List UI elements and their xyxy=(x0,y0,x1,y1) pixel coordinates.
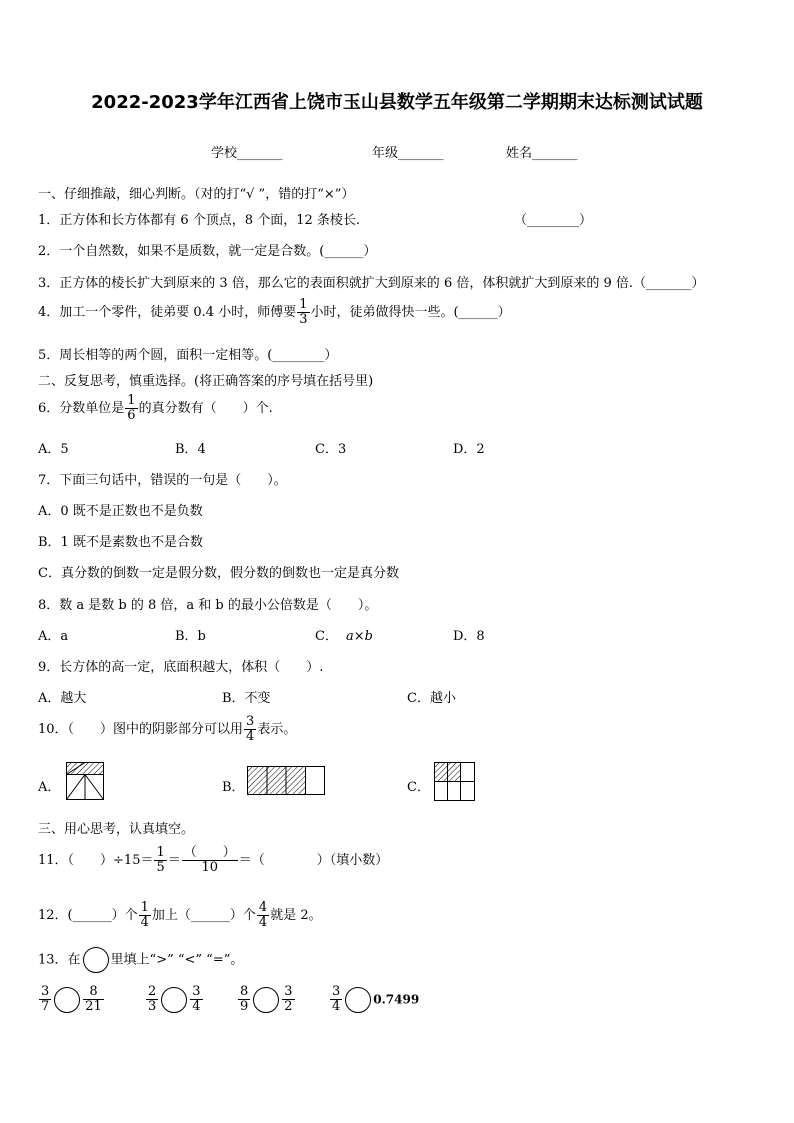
question-13: 13．在 里填上“>” “<” “=”。 xyxy=(38,947,243,973)
question-4 xyxy=(38,298,511,327)
school-field: 学校_______ xyxy=(211,146,283,161)
fraction: $\frac{1}{6}$ xyxy=(127,393,136,423)
question-4-text-b: 小时，徒弟做得快一些。(______） xyxy=(310,305,511,320)
question-6 xyxy=(38,394,273,423)
q7-option-b: B．1 既不是素数也不是合数 xyxy=(38,535,203,550)
q8-option-c: C． a×b xyxy=(315,629,373,644)
fraction: $\frac{4}{4}$ xyxy=(258,900,268,930)
fraction: $\frac{8}{9}$ xyxy=(240,984,249,1014)
question-2: 2．一个自然数，如果不是质数，就一定是合数。(______） xyxy=(38,244,377,259)
fraction: $\frac{1}{3}$ xyxy=(299,297,308,327)
q7-option-c: C．真分数的倒数一定是假分数，假分数的倒数也一定是真分数 xyxy=(38,566,399,581)
q6-option-d: D．2 xyxy=(453,442,485,457)
comparison-item-4: $\frac{3}{4}$ 0.7499 xyxy=(332,984,420,1014)
fraction: $\frac{3}{4}$ xyxy=(246,714,255,744)
question-1: 1．正方体和长方体都有 6 个顶点，8 个面，12 条棱长. xyxy=(38,213,361,228)
section-1-heading: 一、仔细推敲，细心判断。（对的打“√ ”，错的打“×”） xyxy=(38,187,355,202)
comparison-circle[interactable] xyxy=(345,987,371,1013)
q10-option-c: C． xyxy=(407,780,430,795)
fraction: $\frac{8}{21}$ xyxy=(85,984,102,1014)
question-12: 12．(______）个 $\frac{1}{4}$ 加上（______）个 $\frac{4}{4}$ 就是 2。 xyxy=(38,900,322,930)
figure-c-grid xyxy=(434,762,476,802)
question-3: 3．正方体的棱长扩大到原来的 3 倍，那么它的表面积就扩大到原来的 6 倍，体积就扩大到原来的 9 倍.（_______） xyxy=(38,276,705,291)
q9-option-a: A．越大 xyxy=(38,691,87,706)
question-10-text-a: 10．（ ）图中的阴影部分可以用 xyxy=(38,722,244,737)
q7-option-a: A．0 既不是正数也不是负数 xyxy=(38,504,203,519)
q8-option-a: A．a xyxy=(38,629,69,644)
question-8: 8．数 a 是数 b 的 8 倍，a 和 b 的最小公倍数是（ ）。 xyxy=(38,598,378,613)
question-10-text-b: 表示。 xyxy=(257,722,297,737)
question-5: 5．周长相等的两个圆，面积一定相等。(________） xyxy=(38,348,338,363)
q6-option-a: A．5 xyxy=(38,442,69,457)
fraction: $\frac{1}{5}$ xyxy=(156,845,165,875)
q8-option-b: B．b xyxy=(175,629,206,644)
section-3-heading: 三、用心思考，认真填空。 xyxy=(38,822,195,837)
page-title: 2022-2023学年江西省上饶市玉山县数学五年级第二学期期末达标测试试题 xyxy=(91,92,703,113)
q6-option-c: C．3 xyxy=(315,442,347,457)
comparison-circle[interactable] xyxy=(161,987,187,1013)
name-field: 姓名_______ xyxy=(506,146,578,161)
question-6-text-b: 的真分数有（ ）个. xyxy=(138,401,273,416)
comparison-item-3 xyxy=(237,985,296,1014)
q10-option-b: B． xyxy=(222,780,245,795)
figure-b-strip xyxy=(247,766,327,796)
fraction: $\frac{3}{4}$ xyxy=(332,984,341,1014)
grade-field: 年级_______ xyxy=(372,146,444,161)
question-11: 11．（ ）÷15＝ $\frac{1}{5}$ ＝ $\frac{( )}{10}$ ＝（ ）（填小数） xyxy=(38,845,389,875)
section-2-heading: 二、反复思考，慎重选择。(将正确答案的序号填在括号里) xyxy=(38,374,374,389)
q9-option-c: C．越小 xyxy=(407,691,456,706)
question-4-text-a: 4．加工一个零件，徒弟要 0.4 小时，师傅要 xyxy=(38,305,297,320)
comparison-item-2 xyxy=(145,985,204,1014)
question-6-text-a: 6．分数单位是 xyxy=(38,401,125,416)
fraction: $\frac{1}{4}$ xyxy=(140,900,149,930)
question-10 xyxy=(38,715,296,744)
question-9: 9．长方体的高一定，底面积越大，体积（ ）. xyxy=(38,660,324,675)
question-7: 7．下面三句话中，错误的一句是（ ）。 xyxy=(38,473,287,488)
comparison-item-1 xyxy=(38,985,105,1014)
comparison-circle[interactable] xyxy=(253,987,279,1013)
question-1-answer: （________） xyxy=(514,213,593,228)
fraction: $\frac{( )}{10}$ xyxy=(183,845,236,875)
fraction: $\frac{3}{2}$ xyxy=(284,984,293,1014)
figure-a-divided-square xyxy=(66,762,104,800)
fraction: $\frac{3}{7}$ xyxy=(41,984,50,1014)
comparison-circle[interactable] xyxy=(54,987,80,1013)
fraction: $\frac{2}{3}$ xyxy=(148,984,157,1014)
q6-option-b: B．4 xyxy=(175,442,206,457)
q9-option-b: B．不变 xyxy=(222,691,271,706)
comparison-circle[interactable] xyxy=(83,947,109,973)
q8-option-d: D．8 xyxy=(453,629,485,644)
q10-option-a: A． xyxy=(38,780,61,795)
fraction: $\frac{3}{4}$ xyxy=(192,984,201,1014)
